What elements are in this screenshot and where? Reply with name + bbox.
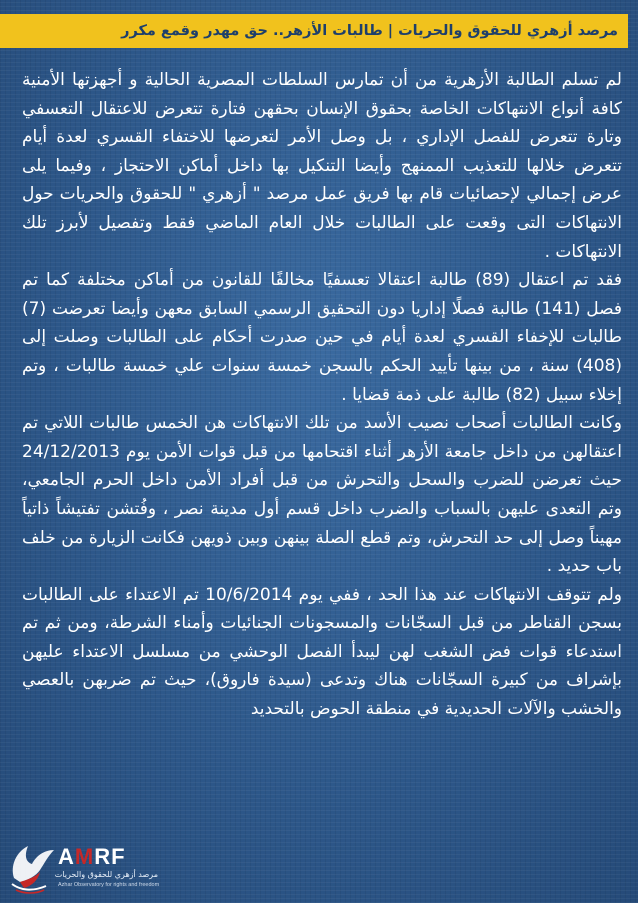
dove-emblem-icon	[6, 838, 58, 896]
paragraph-prison-assault: ولم تتوقف الانتهاكات عند هذا الحد ، ففي يوم 10/6/2014 تم الاعتداء على الطالبات بسجن القناطر من قبل السجّانات والمسجونات الجنائيات وأمناء الشرطة، ومن ثم تم استدعاء قوات فض الشغب لهن ليبدأ الفصل الوحشي من مسلسل الاعتداء عليهن بإشراف من كبيرة السجّانات هناك وتدعى (سيدة فاروق)، حيث تم ضربهن بالعصي والخشب والآلات الحديدية في منطقة الحوض بالتحديد	[22, 584, 622, 720]
logo-letter-a: A	[58, 844, 75, 869]
logo-arabic-name: مرصد أزهري للحقوق والحريات	[54, 870, 158, 879]
header-title: مرصد أزهري للحقوق والحريات | طالبات الأزهر.. حق مهدر وقمع مكرر	[121, 23, 618, 39]
logo-wordmark	[58, 846, 126, 868]
logo-letters-rf: RF	[94, 844, 126, 869]
paragraph-intro: لم تسلم الطالبة الأزهرية من أن تمارس السلطات المصرية الحالية و أجهزتها الأمنية كافة أنواع الانتهاكات الخاصة بحقوق الإنسان بحقهن فتارة تتعرض للاعتقال التعسفي وتارة تتعرض للفصل الإداري ، بل وصل الأمر لتعرضها للاختفاء القسري لعدة أيام تتعرض خلالها للتعذيب الممنهج وأيضا التنكيل بها داخل أماكن الاحتجاز ، وفيما يلى عرض إجمالي لإحصائيات قام بها فريق عمل مرصد " أزهري " للحقوق والحريات حول الانتهاكات التى وقعت على الطالبات خلال العام الماضي فقط وتفصيل لأبرز تلك الانتهاكات .	[22, 70, 622, 262]
article-body	[22, 66, 622, 724]
logo-letter-m: M	[74, 844, 95, 869]
header-bar	[0, 14, 628, 48]
logo-english-name: Azhar Observatory for rights and freedom	[58, 882, 160, 888]
paragraph-statistics: فقد تم اعتقال (89) طالبة اعتقالا تعسفيًا مخالفًا للقانون من أماكن مختلفة كما تم فصل (141) طالبة فصلًا إداريا دون التحقيق الرسمي السابق معهن وأيضا تعرضت (7) طالبات للإخفاء القسري لعدة أيام في حين صدرت أحكام على الطالبات وصلت إلى (408) سنة ، من بينها تأييد الحكم بالسجن خمسة سنوات علي خمسة طالبات ، وتم إخلاء سبيل (82) طالبة على ذمة قضايا .	[22, 270, 623, 405]
paragraph-university-raid: وكانت الطالبات أصحاب نصيب الأسد من تلك الانتهاكات هن الخمس طالبات اللاتي تم اعتقالهن من داخل جامعة الأزهر أثناء اقتحامها من قبل قوات الأمن يوم 24/12/2013 حيث تعرضن للضرب والسحل والتحرش من قبل أفراد الأمن داخل الحرم الجامعي، وتم التعدى عليهن بالسباب والضرب داخل قسم أول مدينة نصر ، وفُتشن تفتيشاً ذاتياً مهيناً وصل إلى حد التحرش، وتم قطع الصلة بينهن وبين ذويهن فكانت الزيارة من خلف باب حديد .	[22, 413, 622, 577]
observatory-logo	[6, 838, 161, 898]
